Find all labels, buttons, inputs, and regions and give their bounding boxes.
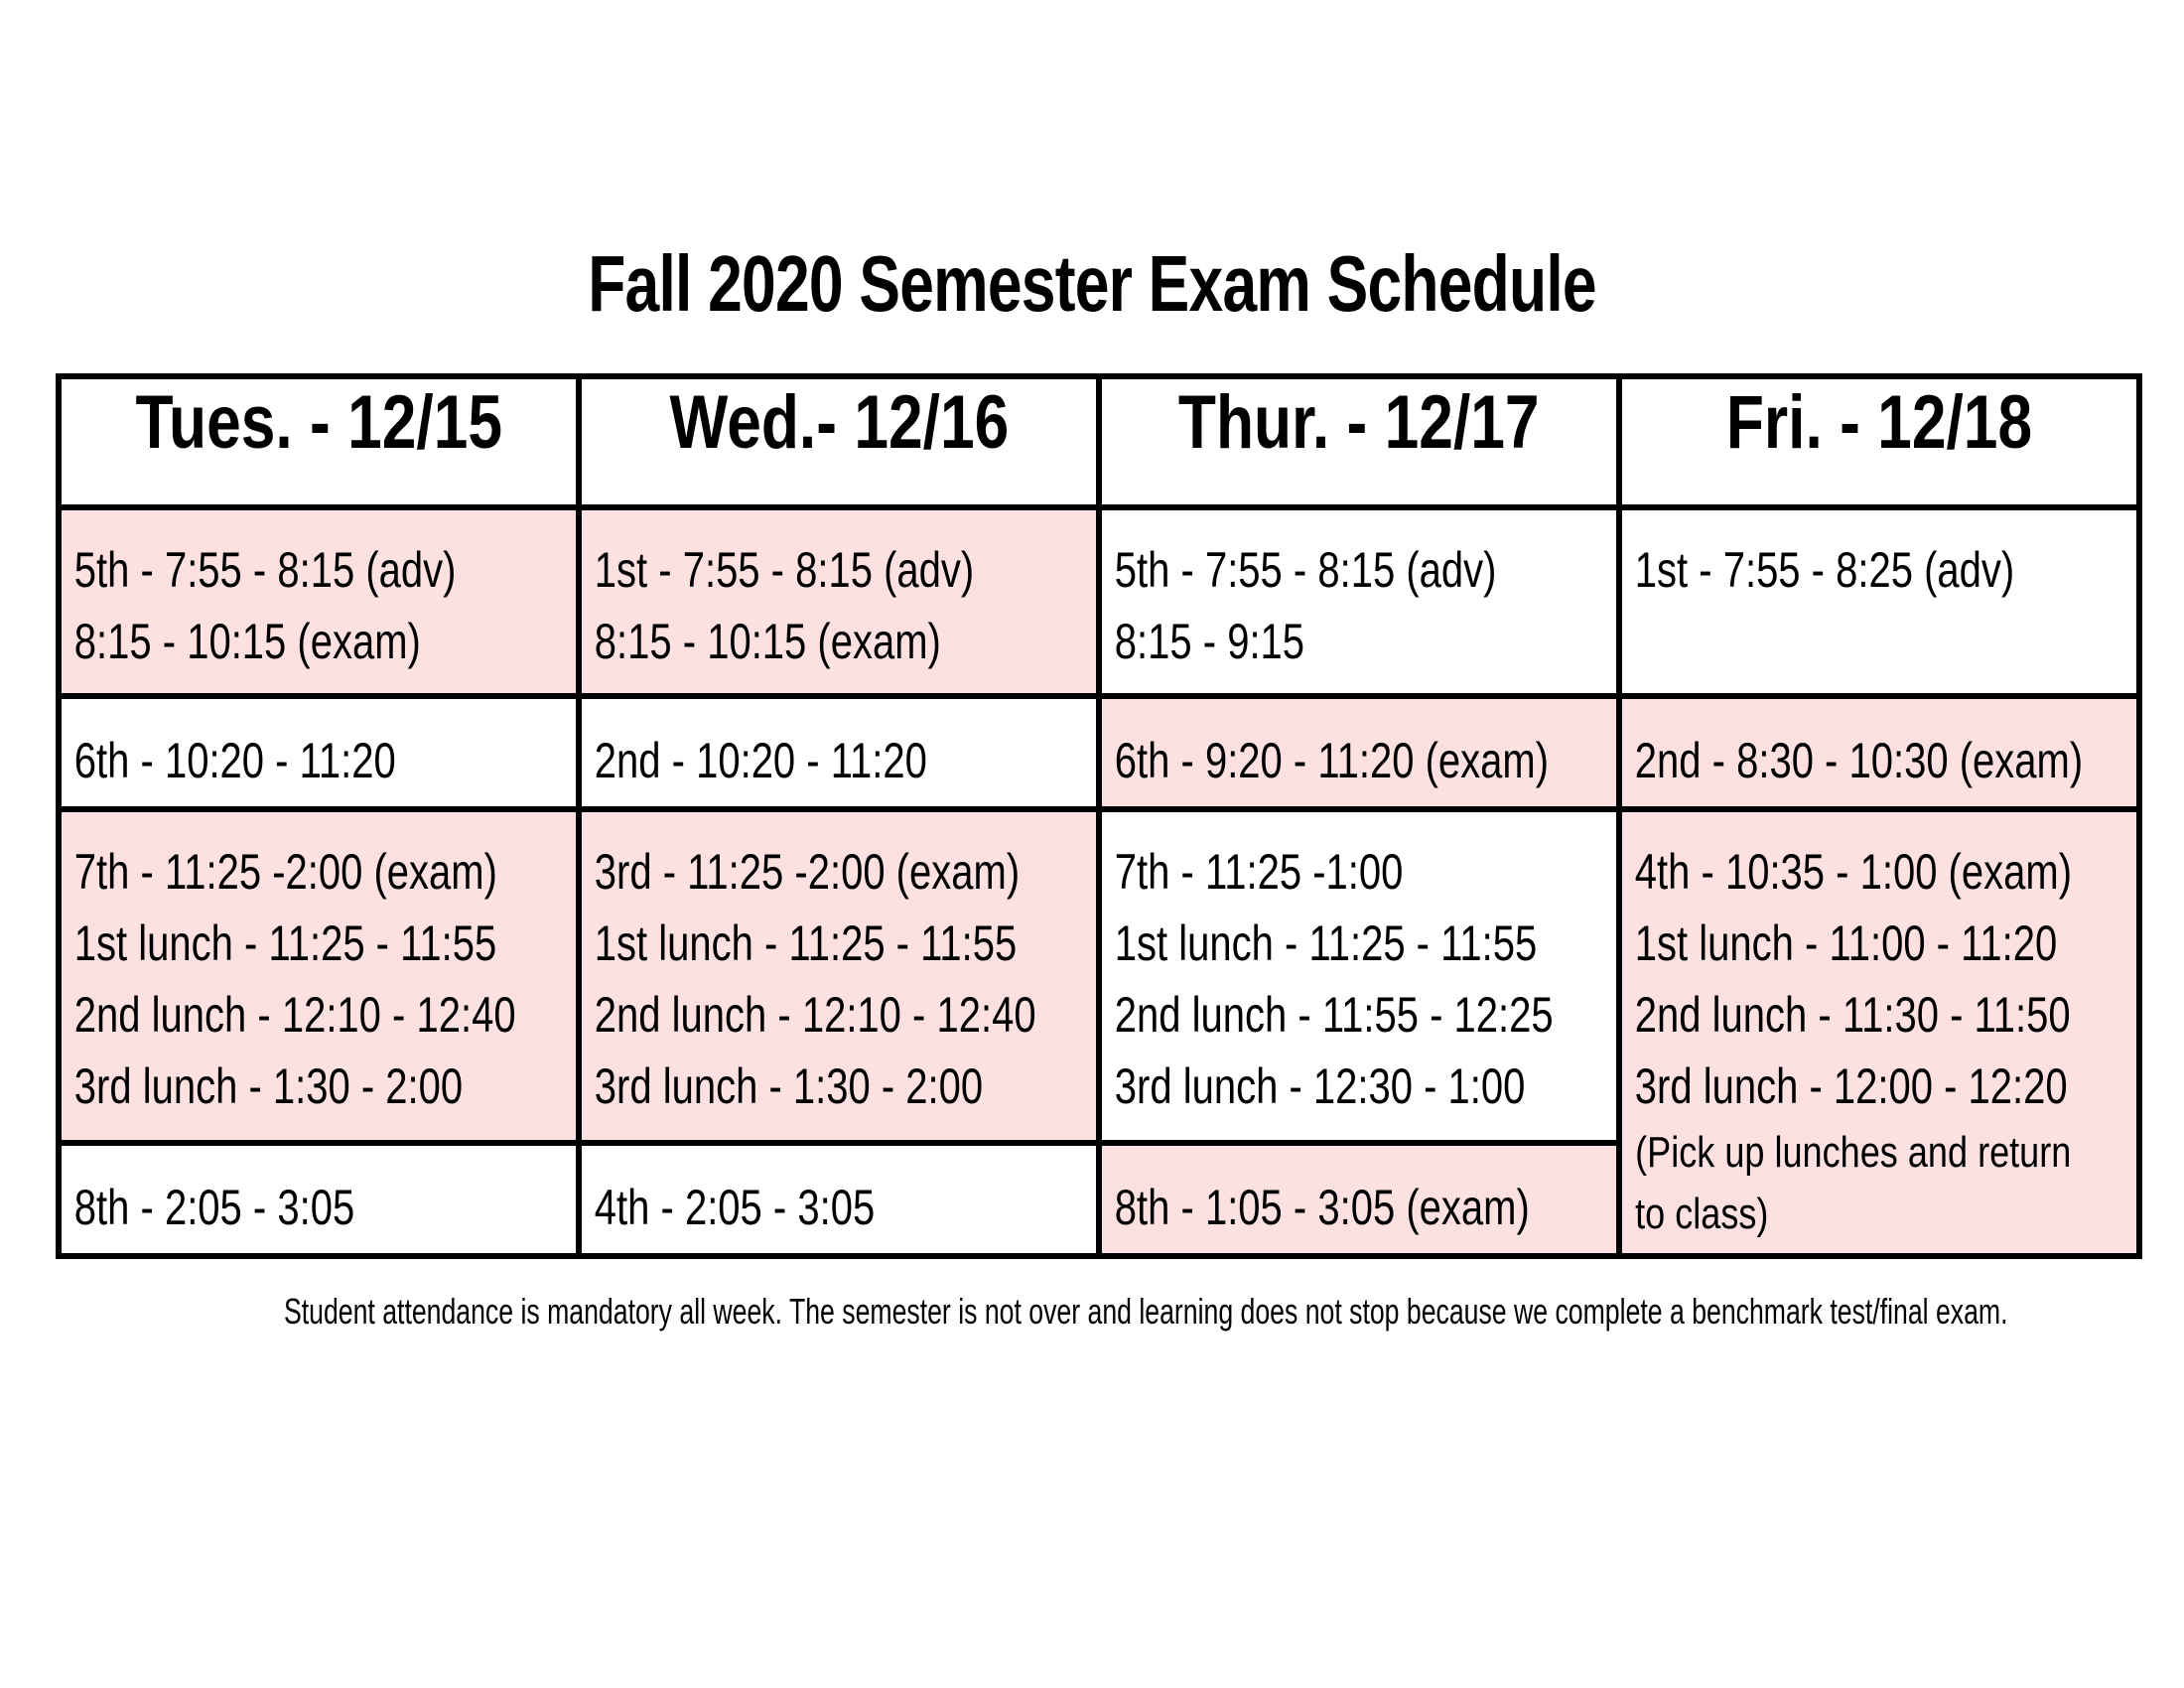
cell-line: 8:15 - 9:15 [1114,614,1305,669]
cell-tue-last-period [59,1143,579,1256]
cell-line: 3rd lunch - 12:00 - 12:20 [1634,1058,2068,1114]
cell-wed-period-2 [579,696,1099,809]
cell-tue-lunch-block [59,809,579,1143]
cell-note: to class) [1635,1190,1769,1238]
cell-line: 3rd - 11:25 -2:00 (exam) [594,844,1021,900]
cell-fri-advisory [1619,507,2139,696]
cell-line: 1st lunch - 11:00 - 11:20 [1634,915,2058,971]
attendance-footnote: Student attendance is mandatory all week. The semester is not over and learning does not stop because we complete a benchmark test/final exam. [284,1291,2008,1332]
cell-thu-lunch-block [1099,809,1619,1143]
cell-line: 1st - 7:55 - 8:25 (adv) [1634,542,2015,598]
cell-thu-period-2 [1099,696,1619,809]
header-tuesday [59,376,579,507]
header-wednesday-label: Wed.- 12/16 [669,380,1009,465]
cell-line: 8th - 2:05 - 3:05 [73,1180,355,1235]
cell-line: 3rd lunch - 1:30 - 2:00 [73,1058,464,1114]
cell-thu-last-period [1099,1143,1619,1256]
cell-line: 1st lunch - 11:25 - 11:55 [1114,915,1538,971]
cell-wed-lunch-block [579,809,1099,1143]
header-thursday-label: Thur. - 12/17 [1178,380,1540,465]
cell-line: 4th - 10:35 - 1:00 (exam) [1634,844,2073,900]
header-friday [1619,376,2139,507]
cell-line: 2nd - 8:30 - 10:30 (exam) [1634,733,2084,788]
table-row [59,507,2139,696]
cell-line: 1st lunch - 11:25 - 11:55 [73,915,497,971]
cell-line: 2nd - 10:20 - 11:20 [594,733,927,788]
cell-line: 2nd lunch - 11:30 - 11:50 [1634,987,2071,1043]
header-friday-label: Fri. - 12/18 [1725,380,2033,465]
cell-wed-advisory [579,507,1099,696]
cell-line: 2nd lunch - 11:55 - 12:25 [1114,987,1554,1043]
cell-line: 8:15 - 10:15 (exam) [73,614,421,669]
cell-line: 3rd lunch - 12:30 - 1:00 [1114,1058,1526,1114]
cell-line: 1st - 7:55 - 8:15 (adv) [594,542,975,598]
page-title: Fall 2020 Semester Exam Schedule [588,239,1596,328]
header-wednesday [579,376,1099,507]
cell-line: 2nd lunch - 12:10 - 12:40 [594,987,1036,1043]
header-thursday [1099,376,1619,507]
cell-line: 6th - 9:20 - 11:20 (exam) [1114,733,1550,788]
cell-line: 5th - 7:55 - 8:15 (adv) [1114,542,1497,598]
cell-wed-last-period [579,1143,1099,1256]
table-header-row [59,376,2139,507]
cell-line: 8:15 - 10:15 (exam) [594,614,941,669]
cell-tue-advisory [59,507,579,696]
cell-line: 8th - 1:05 - 3:05 (exam) [1114,1180,1530,1235]
cell-line: 4th - 2:05 - 3:05 [594,1180,876,1235]
table-row [59,696,2139,809]
cell-line: 6th - 10:20 - 11:20 [73,733,396,788]
cell-fri-lunch-block [1619,809,2139,1256]
cell-thu-advisory [1099,507,1619,696]
cell-note: (Pick up lunches and return [1635,1128,2072,1177]
cell-line: 7th - 11:25 -1:00 [1114,844,1404,900]
cell-line: 2nd lunch - 12:10 - 12:40 [73,987,516,1043]
cell-line: 3rd lunch - 1:30 - 2:00 [594,1058,984,1114]
cell-line: 7th - 11:25 -2:00 (exam) [73,844,497,900]
cell-tue-period-2 [59,696,579,809]
cell-fri-period-2 [1619,696,2139,809]
cell-line: 1st lunch - 11:25 - 11:55 [594,915,1018,971]
cell-line: 5th - 7:55 - 8:15 (adv) [73,542,457,598]
table-row [59,809,2139,1143]
header-tuesday-label: Tues. - 12/15 [135,380,502,465]
exam-schedule-table [56,373,2142,1259]
